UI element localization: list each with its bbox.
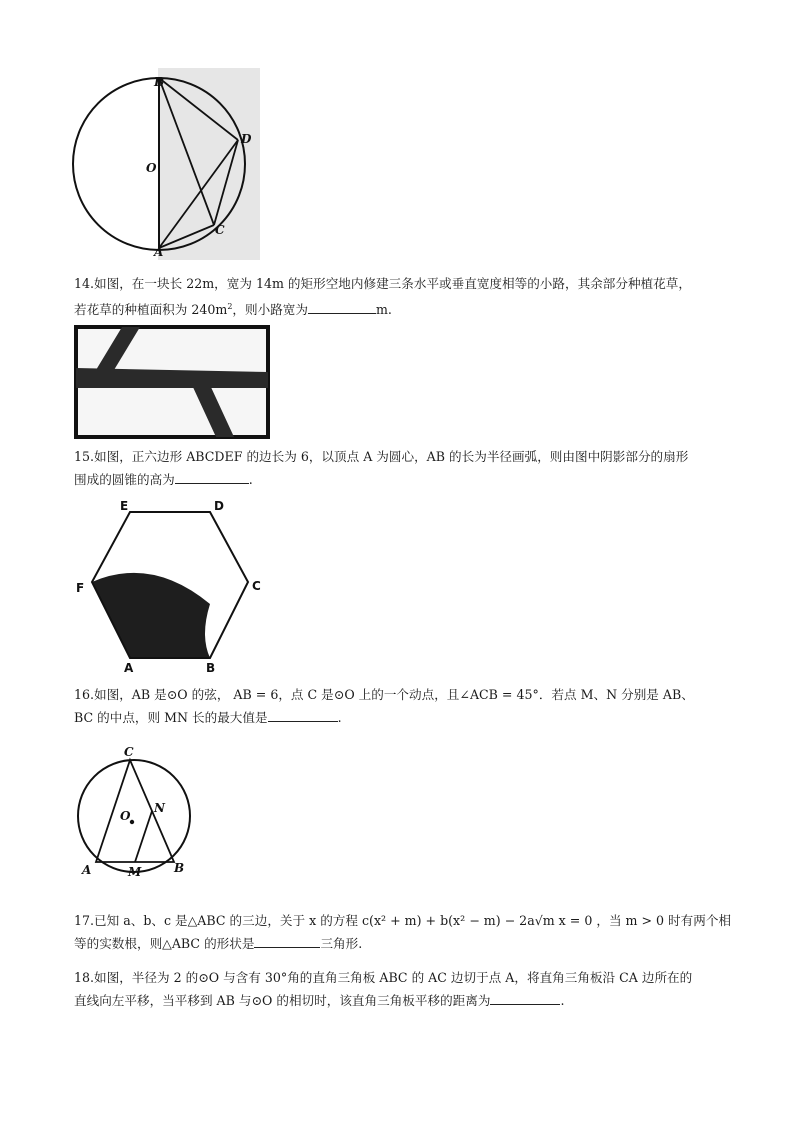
label-b: B	[206, 661, 216, 674]
q17-line2-post: 三角形.	[320, 936, 363, 951]
label-n: N	[154, 801, 165, 815]
q14-line2-pre: 若花草的种植面积为 240m	[74, 302, 228, 318]
label-b: B	[174, 861, 185, 875]
label-a: A	[124, 661, 134, 674]
figure-13-circle	[70, 68, 260, 260]
q16-answer-blank[interactable]	[268, 707, 338, 722]
q14-line2-post: m.	[375, 302, 392, 318]
question-17	[74, 909, 734, 955]
q14-line2-mid: ，则小路宽为	[232, 302, 308, 318]
label-a: A	[154, 245, 164, 259]
q14-answer-blank[interactable]	[308, 299, 376, 314]
q15-line2-post: .	[248, 472, 253, 487]
q18-answer-blank[interactable]	[490, 990, 560, 1005]
q18-line1: 18.如图，半径为 2 的⊙O 与含有 30°角的直角三角板 ABC 的 AC 边切于点 A，将直角三角板沿 CA 边所在的	[74, 970, 693, 985]
q18-line2-pre: 直线向左平移，当平移到 AB 与⊙O 的相切时，该直角三角板平移的距离为	[74, 993, 491, 1008]
label-b: B	[154, 75, 165, 89]
segment-mn	[135, 811, 152, 862]
label-o: O	[120, 809, 131, 823]
label-o: O	[146, 161, 157, 175]
label-e: E	[120, 499, 129, 513]
q17-answer-blank[interactable]	[254, 933, 320, 948]
q16-line2-pre: BC 的中点，则 MN 长的最大值是	[74, 710, 268, 725]
figure-15-hexagon	[72, 498, 272, 674]
q16-line2-post: .	[337, 710, 342, 725]
q16-line1: 16.如图，AB 是⊙O 的弦， AB = 6，点 C 是⊙O 上的一个动点，且∠ACB = 45°．若点 M、N 分别是 AB、	[74, 687, 694, 702]
question-15	[74, 445, 734, 491]
label-c: C	[252, 579, 261, 593]
figure-14-rectangle-paths	[74, 325, 270, 439]
label-d: D	[214, 499, 224, 513]
q17-line1: 17.已知 a、b、c 是△ABC 的三边，关于 x 的方程 c(x² + m) + b(x² − m) − 2a√m x = 0 ，当 m > 0 时有两个相	[74, 913, 732, 928]
label-m: M	[128, 865, 142, 879]
q15-answer-blank[interactable]	[175, 469, 249, 484]
q14-sup: 2	[227, 302, 233, 311]
label-f: F	[76, 581, 85, 595]
q15-line2-pre: 围成的圆锥的高为	[74, 472, 175, 487]
q15-line1: 15.如图，正六边形 ABCDEF 的边长为 6，以顶点 A 为圆心，AB 的长为半径画弧，则由图中阴影部分的扇形	[74, 449, 689, 464]
q14-line1: 14.如图，在一块长 22m，宽为 14m 的矩形空地内修建三条水平或垂直宽度相等的小路，其余部分种植花草，	[74, 276, 691, 291]
question-16	[74, 683, 734, 729]
label-c: C	[215, 223, 225, 237]
label-c: C	[124, 745, 134, 759]
label-a: A	[82, 863, 92, 877]
figure-16-circle-triangle	[74, 740, 198, 884]
question-14	[74, 272, 734, 321]
label-d: D	[241, 132, 252, 146]
q18-line2-post: .	[560, 993, 565, 1008]
question-18	[74, 966, 734, 1012]
q17-line2-pre: 等的实数根，则△ABC 的形状是	[74, 936, 255, 951]
center-point-o	[130, 820, 134, 824]
circle-o	[78, 760, 190, 872]
